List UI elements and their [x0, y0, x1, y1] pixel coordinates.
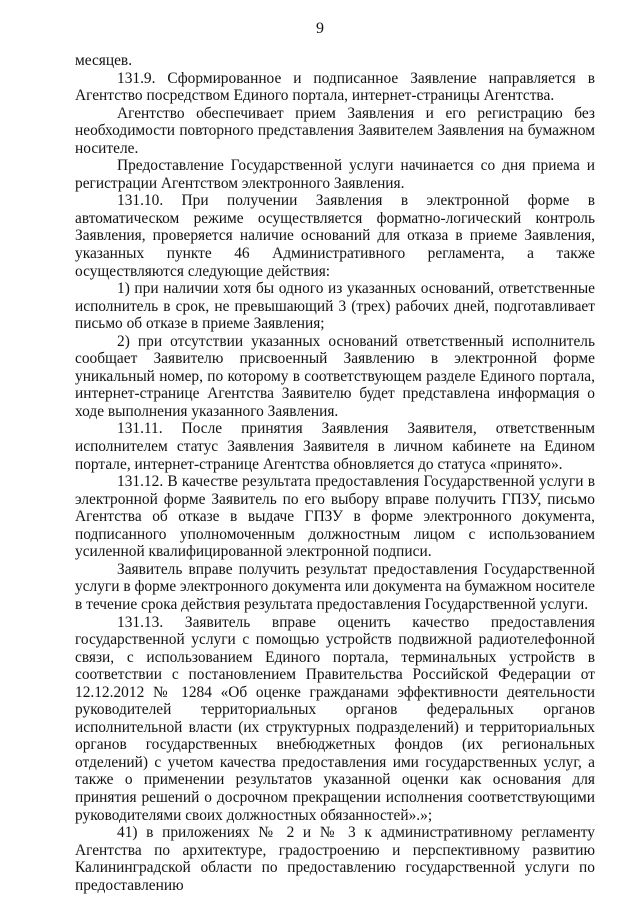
paragraph: 131.11. После принятия Заявления Заявителя, ответственным исполнителем статус Заявления Заявителя в личном кабинете на Едином портале, интернет-странице Агентства обновляется до статуса «принято». [75, 420, 595, 473]
paragraph: Предоставление Государственной услуги начинается со дня приема и регистрации Агентством электронного Заявления. [75, 157, 595, 192]
paragraph: 131.12. В качестве результата предоставления Государственной услуги в электронной форме Заявитель по его выбору вправе получить ГПЗУ, письмо Агентства об отказе в выдаче ГПЗУ в форме электронного документа, подписанного уполномоченным должностным лицом с использованием усиленной квалифицированной электронной подписи. [75, 473, 595, 561]
paragraph: 131.10. При получении Заявления в электронной форме в автоматическом режиме осуществляется форматно-логический контроль Заявления, проверяется наличие оснований для отказа в приеме Заявления, указанных пункте 46 Административного регламента, а также осуществляются следующие действия: [75, 192, 595, 280]
document-body [75, 52, 595, 894]
paragraph: месяцев. [75, 52, 133, 69]
paragraph: 41) в приложениях № 2 и № 3 к административному регламенту Агентства по архитектуре, градостроению и перспективному развитию Калининградской области по предоставлению государственной услуги по предоставлению [75, 824, 595, 894]
paragraph: 131.9. Сформированное и подписанное Заявление направляется в Агентство посредством Единого портала, интернет-страницы Агентства. [75, 69, 595, 105]
paragraph: Заявитель вправе получить результат предоставления Государственной услуги в форме электронного документа или документа на бумажном носителе в течение срока действия результата предоставления Государственной услуги. [75, 560, 595, 613]
paragraph: Агентство обеспечивает прием Заявления и его регистрацию без необходимости повторного представления Заявителем Заявления на бумажном носителе. [75, 104, 595, 157]
paragraph: 131.13. Заявитель вправе оценить качество предоставления государственной услуги с помощью устройств подвижной радиотелефонной связи, с использованием Единого портала, терминальных устройств в соответствии с постановлением Правительства Российской Федерации от 12.12.2012 № 1284 «Об оценке гражданами эффективности деятельности руководителей территориальных органов федеральных органов исполнительной власти (их структурных подразделений) и территориальных органов государственных внебюджетных фондов (их региональных отделений) с учетом качества предоставления ими государственных услуг, а также о применении результатов указанной оценки как основания для принятия решений о досрочном прекращении исполнения соответствующими руководителями своих должностных обязанностей».»; [75, 613, 595, 824]
page-number: 9 [316, 20, 324, 37]
paragraph: 2) при отсутствии указанных оснований ответственный исполнитель сообщает Заявителю присвоенный Заявлению в электронной форме уникальный номер, по которому в соответствующем разделе Единого портала, интернет-странице Агентства Заявителю будет представлена информация о ходе выполнения указанного Заявления. [75, 332, 595, 420]
paragraph: 1) при наличии хотя бы одного из указанных оснований, ответственные исполнитель в срок, не превышающий 3 (трех) рабочих дней, подготавливает письмо об отказе в приеме Заявления; [75, 280, 595, 333]
